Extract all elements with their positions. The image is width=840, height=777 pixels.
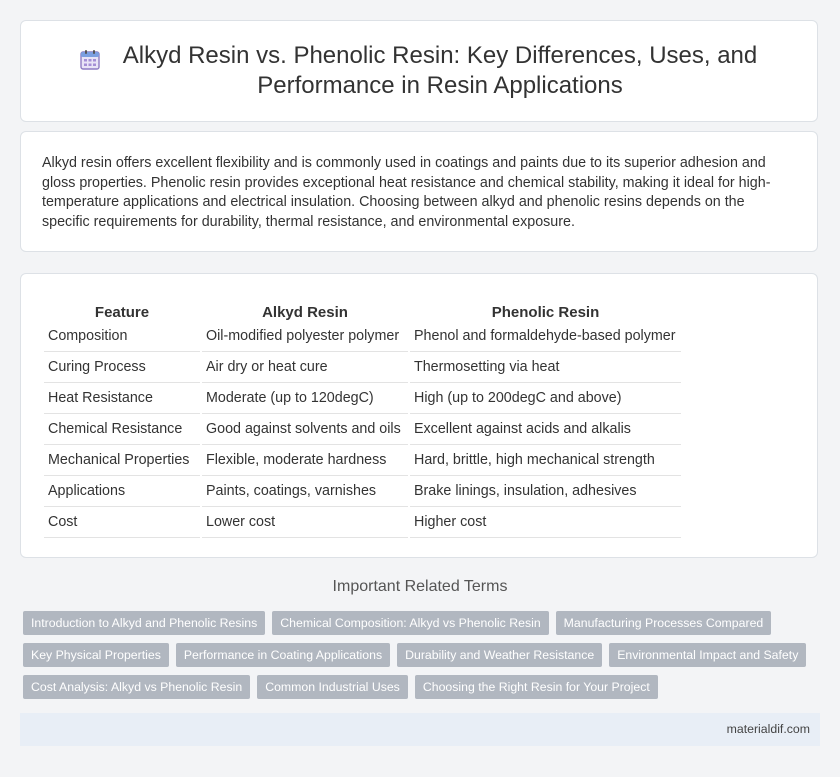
table-row (44, 352, 681, 383)
related-term-link[interactable]: Key Physical Properties (23, 643, 169, 667)
table-row (44, 414, 681, 445)
table-cell: Lower cost (202, 507, 408, 538)
tag-row (23, 643, 823, 667)
comparison-card (20, 273, 818, 558)
related-term-link[interactable]: Cost Analysis: Alkyd vs Phenolic Resin (23, 675, 250, 699)
related-term-link[interactable]: Performance in Coating Applications (176, 643, 390, 667)
intro-card (20, 131, 818, 252)
related-term-link[interactable]: Choosing the Right Resin for Your Project (415, 675, 658, 699)
table-cell: Flexible, moderate hardness (202, 445, 408, 476)
intro-text: Alkyd resin offers excellent flexibility and is commonly used in coatings and paints due to its superior adhesion and gloss properties. Phenolic resin provides exceptional heat resistance and chemical stability, making it ideal for high-temperature applications and electrical insulation. Choosing between alkyd and phenolic resins depends on the specific requirements for durability, thermal resistance, and environmental exposure. (42, 155, 771, 231)
table-header: Alkyd Resin (262, 304, 348, 321)
table-cell: Paints, coatings, varnishes (202, 476, 408, 507)
table-cell: Higher cost (410, 507, 681, 538)
table-cell: Moderate (up to 120degC) (202, 383, 408, 414)
table-cell: Cost (44, 507, 200, 538)
table-cell: Applications (44, 476, 200, 507)
table-row (44, 445, 681, 476)
table-cell: Good against solvents and oils (202, 414, 408, 445)
related-terms-list (23, 611, 823, 707)
related-term-link[interactable]: Durability and Weather Resistance (397, 643, 602, 667)
page-title: Alkyd Resin vs. Phenolic Resin: Key Differences, Uses, and Performance in Resin Applications (122, 42, 758, 99)
table-cell: Heat Resistance (44, 383, 200, 414)
table-cell: Air dry or heat cure (202, 352, 408, 383)
table-row (44, 383, 681, 414)
table-cell: Composition (44, 321, 200, 352)
related-terms-heading: Important Related Terms (332, 578, 508, 595)
related-term-link[interactable]: Introduction to Alkyd and Phenolic Resins (23, 611, 265, 635)
table-cell: Mechanical Properties (44, 445, 200, 476)
table-row (44, 507, 681, 538)
table-cell: Brake linings, insulation, adhesives (410, 476, 681, 507)
comparison-table (42, 294, 683, 538)
table-cell: Chemical Resistance (44, 414, 200, 445)
table-cell: Oil-modified polyester polymer (202, 321, 408, 352)
related-term-link[interactable]: Common Industrial Uses (257, 675, 408, 699)
table-cell: Curing Process (44, 352, 200, 383)
table-cell: Excellent against acids and alkalis (410, 414, 681, 445)
tag-row (23, 611, 823, 635)
footer-site-link[interactable]: materialdif.com (726, 722, 810, 736)
table-header-row (44, 294, 681, 321)
tag-row (23, 675, 823, 699)
table-header: Feature (94, 304, 150, 321)
footer (20, 713, 820, 746)
table-cell: High (up to 200degC and above) (410, 383, 681, 414)
related-term-link[interactable]: Manufacturing Processes Compared (556, 611, 772, 635)
table-row (44, 321, 681, 352)
table-cell: Hard, brittle, high mechanical strength (410, 445, 681, 476)
related-term-link[interactable]: Chemical Composition: Alkyd vs Phenolic Resin (272, 611, 548, 635)
calendar-icon (78, 48, 102, 72)
table-cell: Phenol and formaldehyde-based polymer (410, 321, 681, 352)
table-cell: Thermosetting via heat (410, 352, 681, 383)
table-row (44, 476, 681, 507)
related-term-link[interactable]: Environmental Impact and Safety (609, 643, 806, 667)
table-header: Phenolic Resin (491, 304, 600, 321)
title-card (20, 20, 818, 122)
